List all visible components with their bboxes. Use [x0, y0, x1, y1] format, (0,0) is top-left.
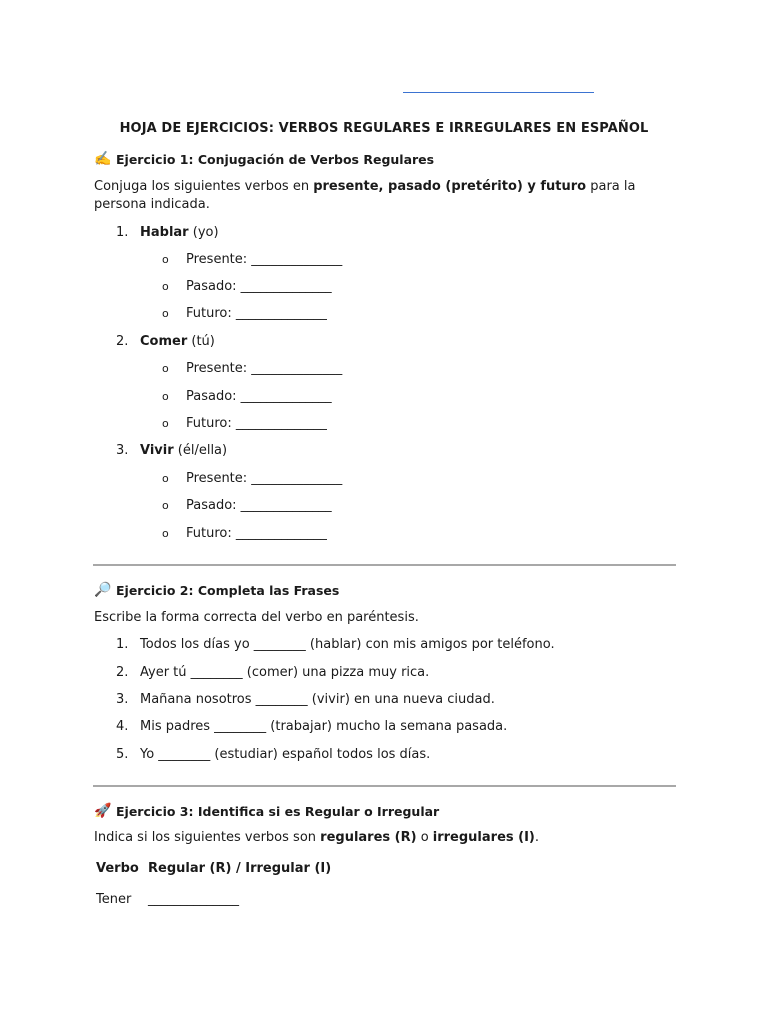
item-number: 5. — [116, 747, 129, 762]
presente-field: Presente: ______________ — [186, 471, 343, 486]
sentence-item[interactable] — [116, 665, 429, 680]
instructions-text-end: para la persona indicada. — [94, 179, 636, 212]
top-link-underline[interactable] — [403, 92, 594, 93]
futuro-field: Futuro: ______________ — [186, 526, 327, 541]
bullet-icon: o — [162, 280, 169, 293]
conjugation-pasado[interactable] — [162, 279, 332, 294]
sentence-item[interactable] — [116, 637, 555, 652]
futuro-field: Futuro: ______________ — [186, 306, 327, 321]
instructions-bold: presente, pasado (pretérito) y futuro — [313, 179, 587, 194]
item-number: 2. — [116, 665, 129, 680]
bullet-icon: o — [162, 307, 169, 320]
table-header — [96, 861, 331, 876]
pasado-field: Pasado: ______________ — [186, 279, 332, 294]
sentence-text: Yo ________ (estudiar) español todos los días. — [140, 747, 431, 762]
exercise-3-title: Ejercicio 3: Identifica si es Regular o Irregular — [116, 803, 440, 819]
list-item — [116, 443, 227, 458]
exercise-2-heading — [94, 582, 339, 598]
table-row[interactable] — [96, 892, 239, 907]
sentence-item[interactable] — [116, 692, 495, 707]
section-divider — [93, 785, 676, 787]
presente-field: Presente: ______________ — [186, 361, 343, 376]
instructions-connector: o — [416, 830, 433, 845]
person-label: (él/ella) — [173, 443, 228, 458]
sentence-text: Ayer tú ________ (comer) una pizza muy rica. — [140, 665, 430, 680]
verb-cell: Tener — [96, 892, 132, 907]
conjugation-futuro[interactable] — [162, 416, 327, 431]
presente-field: Presente: ______________ — [186, 252, 343, 267]
column-header-verbo: Verbo — [96, 861, 139, 876]
verb-label: Hablar — [140, 225, 189, 240]
irregular-label: irregulares (I) — [432, 830, 535, 845]
instructions-period: . — [534, 830, 540, 845]
instructions-text: Indica si los siguientes verbos son — [94, 830, 321, 845]
verb-label: Vivir — [140, 443, 174, 458]
list-item — [116, 225, 219, 240]
item-number: 1. — [116, 637, 129, 652]
conjugation-presente[interactable] — [162, 252, 342, 267]
rocket-icon: 🚀 — [94, 803, 112, 819]
item-number: 3. — [116, 692, 129, 707]
bullet-icon: o — [162, 362, 169, 375]
sentence-item[interactable] — [116, 747, 430, 762]
instructions-text: Conjuga los siguientes verbos en — [94, 179, 314, 194]
sentence-text: Mis padres ________ (trabajar) mucho la semana pasada. — [140, 719, 508, 734]
verb-label: Comer — [140, 334, 188, 349]
bullet-icon: o — [162, 417, 169, 430]
exercise-3-instructions — [94, 829, 684, 847]
exercise-2-title: Ejercicio 2: Completa las Frases — [116, 582, 340, 598]
column-header-type: Regular (R) / Irregular (I) — [148, 861, 332, 876]
exercise-3-heading — [94, 803, 439, 819]
person-label: (tú) — [187, 334, 215, 349]
sentence-item[interactable] — [116, 719, 507, 734]
conjugation-presente[interactable] — [162, 361, 342, 376]
item-number: 3. — [116, 443, 129, 458]
list-item — [116, 334, 215, 349]
regular-label: regulares (R) — [320, 830, 417, 845]
section-divider — [93, 564, 676, 566]
writing-hand-icon: ✍️ — [94, 151, 112, 167]
bullet-icon: o — [162, 527, 169, 540]
item-number: 4. — [116, 719, 129, 734]
bullet-icon: o — [162, 253, 169, 266]
futuro-field: Futuro: ______________ — [186, 416, 327, 431]
exercise-1-instructions — [94, 178, 684, 214]
person-label: (yo) — [188, 225, 219, 240]
exercise-1-heading — [94, 151, 434, 167]
conjugation-futuro[interactable] — [162, 306, 327, 321]
conjugation-presente[interactable] — [162, 471, 342, 486]
item-number: 1. — [116, 225, 129, 240]
sentence-text: Todos los días yo ________ (hablar) con mis amigos por teléfono. — [140, 637, 555, 652]
bullet-icon: o — [162, 390, 169, 403]
conjugation-pasado[interactable] — [162, 498, 332, 513]
bullet-icon: o — [162, 472, 169, 485]
conjugation-pasado[interactable] — [162, 389, 332, 404]
bullet-icon: o — [162, 499, 169, 512]
exercise-2-instructions: Escribe la forma correcta del verbo en paréntesis. — [94, 610, 419, 625]
answer-blank: ______________ — [148, 892, 239, 907]
magnifier-icon: 🔎 — [94, 582, 112, 598]
pasado-field: Pasado: ______________ — [186, 389, 332, 404]
document-title: HOJA DE EJERCICIOS: VERBOS REGULARES E IRREGULARES EN ESPAÑOL — [119, 121, 649, 136]
sentence-text: Mañana nosotros ________ (vivir) en una nueva ciudad. — [140, 692, 495, 707]
pasado-field: Pasado: ______________ — [186, 498, 332, 513]
item-number: 2. — [116, 334, 129, 349]
exercise-1-title: Ejercicio 1: Conjugación de Verbos Regulares — [116, 151, 435, 167]
conjugation-futuro[interactable] — [162, 526, 327, 541]
